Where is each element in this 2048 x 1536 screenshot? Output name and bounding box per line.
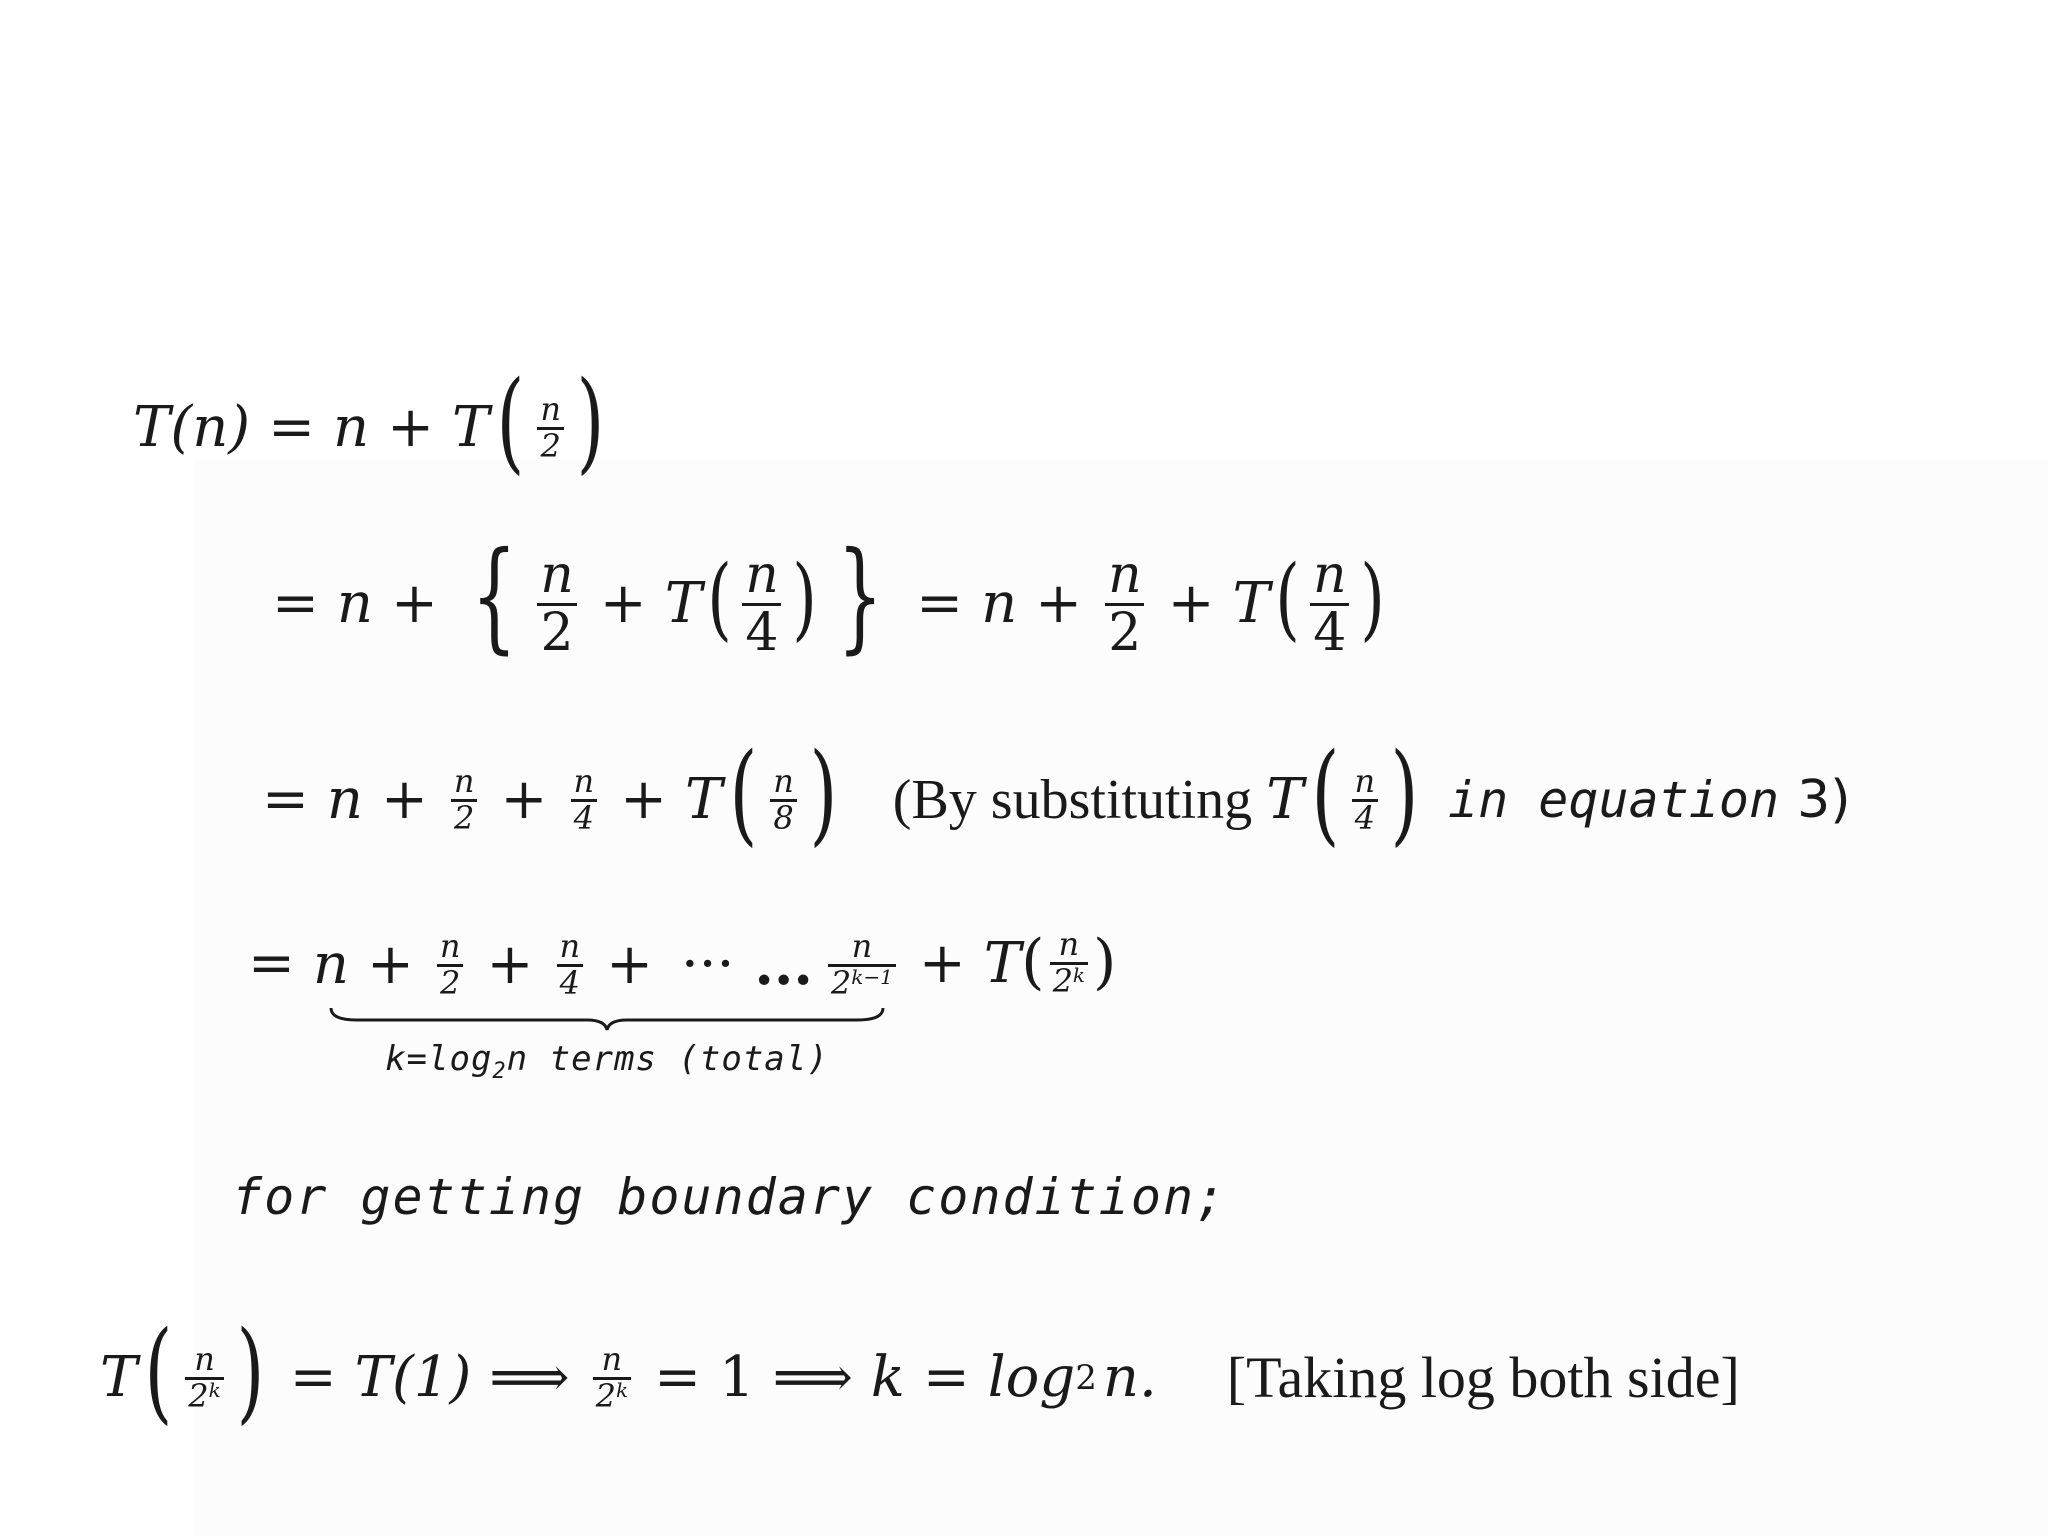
denominator: 2 <box>1105 603 1144 661</box>
equals-sign: = <box>272 571 319 637</box>
var-n-period: n. <box>1102 1345 1157 1410</box>
equals-sign: = <box>654 1345 701 1410</box>
denominator-base: 2 <box>188 1376 209 1415</box>
plus-sign: + <box>381 767 428 832</box>
plus-sign: + <box>918 931 966 996</box>
numerator: n <box>773 761 794 800</box>
numerator: n <box>573 761 595 800</box>
plus-sign: + <box>1167 571 1215 637</box>
plus-sign: + <box>391 571 438 637</box>
numerator: n <box>601 1339 623 1378</box>
denominator-exponent: k <box>208 1377 221 1402</box>
right-brace: } <box>837 527 883 667</box>
equals-sign: = <box>268 395 316 460</box>
t-of-one: T(1) <box>354 1345 472 1410</box>
numerator: n <box>540 389 561 428</box>
left-paren: ( <box>729 729 758 857</box>
numerator: n <box>1313 545 1347 605</box>
t-func: T <box>1232 571 1270 637</box>
right-paren: ) <box>1093 927 1117 997</box>
fraction-n-over-2 <box>451 761 478 837</box>
implies-arrow: ⟹ <box>489 1345 570 1410</box>
denominator: 4 <box>1352 799 1378 836</box>
left-paren: ( <box>496 357 525 485</box>
equals-sign: = <box>916 571 964 637</box>
denominator: 4 <box>557 964 583 1001</box>
underbrace-label <box>385 1039 829 1084</box>
denominator: 4 <box>742 603 781 661</box>
log-func: log <box>987 1345 1076 1410</box>
fraction-n-over-2-pow-k-minus-1 <box>828 927 896 1002</box>
underbrace <box>327 1006 887 1032</box>
left-paren: ( <box>1021 927 1045 997</box>
plus-sign: + <box>486 932 534 998</box>
plus-sign: + <box>620 767 667 832</box>
numerator: n <box>1108 545 1142 605</box>
denominator: 4 <box>571 799 597 836</box>
term-n: n <box>333 395 370 460</box>
plus-sign: + <box>367 932 414 998</box>
denominator: 2 <box>537 427 563 464</box>
note-equation-number: 3) <box>1797 770 1851 830</box>
denominator-base: 2 <box>830 963 852 1002</box>
denominator-exponent: k <box>1072 962 1086 987</box>
denominator-base: 2 <box>595 1376 616 1415</box>
plus-sign: + <box>606 932 653 998</box>
denominator-exponent: k−1 <box>851 964 893 989</box>
right-paren: ) <box>1390 729 1419 857</box>
denominator <box>828 964 896 1001</box>
numerator: n <box>1058 925 1080 963</box>
note-text: (By substituting <box>892 769 1253 831</box>
fraction-n-over-4 <box>1351 761 1378 837</box>
fraction-n-over-2-pow-k <box>1050 925 1088 1000</box>
denominator: 2 <box>451 799 477 836</box>
fraction-n-over-4 <box>1310 545 1350 663</box>
equation-line-4 <box>248 925 1117 1084</box>
right-paren: ) <box>809 729 838 857</box>
t-func: T <box>100 1345 138 1410</box>
numerator: n <box>439 927 461 965</box>
taking-log-note: [Taking log both side] <box>1226 1345 1740 1410</box>
underbraced-series <box>312 927 901 1084</box>
right-paren: ) <box>791 546 817 652</box>
label-pre: k=log <box>385 1039 493 1080</box>
log-base: 2 <box>1075 1358 1097 1398</box>
caption-text: for getting boundary condition; <box>232 1168 1228 1226</box>
denominator <box>1050 962 1088 999</box>
left-brace: { <box>471 527 518 667</box>
value-one: 1 <box>718 1345 755 1410</box>
equation-line-2 <box>272 527 1390 667</box>
plus-sign: + <box>500 767 548 832</box>
t-func: T <box>452 395 490 460</box>
t-func: T <box>664 571 703 637</box>
fraction-n-over-8 <box>770 761 797 837</box>
numerator: n <box>1354 761 1376 800</box>
fraction-n-over-2-pow-k <box>185 1339 223 1415</box>
equals-sign: = <box>289 1345 337 1410</box>
left-paren: ( <box>1311 729 1339 857</box>
left-paren: ( <box>1275 546 1300 652</box>
denominator: 8 <box>770 799 796 836</box>
numerator: n <box>540 545 574 605</box>
ellipsis-low: ... <box>754 932 813 999</box>
left-paren: ( <box>144 1307 173 1435</box>
lhs-tn: T(n) <box>133 395 251 460</box>
note-tail: in equation <box>1448 771 1780 829</box>
right-paren: ) <box>236 1307 265 1435</box>
denominator-exponent: k <box>615 1377 629 1402</box>
equation-line-3 <box>262 729 1851 857</box>
numerator: n <box>453 761 475 800</box>
right-paren: ) <box>1359 546 1385 652</box>
fraction-n-over-2-pow-k <box>593 1339 631 1415</box>
label-post: n terms (total) <box>506 1039 829 1080</box>
term-n: n <box>336 571 373 637</box>
boundary-condition-caption <box>232 1168 1228 1226</box>
fraction-n-over-4 <box>570 761 597 837</box>
fraction-n-over-2 <box>537 545 577 663</box>
equation-line-6 <box>100 1307 1740 1435</box>
denominator-base: 2 <box>1052 961 1073 1000</box>
numerator: n <box>745 545 779 605</box>
t-func: T <box>684 767 723 832</box>
plus-sign: + <box>387 395 435 460</box>
var-k: k <box>870 1345 905 1410</box>
term-n: n <box>326 767 363 832</box>
fraction-n-over-2 <box>1105 545 1145 663</box>
series-terms <box>312 927 901 1002</box>
denominator: 4 <box>1310 603 1349 661</box>
plus-sign: + <box>1035 571 1083 637</box>
equals-sign: = <box>922 1345 970 1410</box>
implies-arrow: ⟹ <box>772 1345 853 1410</box>
fraction-n-over-4 <box>556 927 583 1002</box>
numerator: n <box>559 927 581 965</box>
equation-line-1 <box>133 357 612 485</box>
equals-sign: = <box>248 931 295 996</box>
equals-sign: = <box>262 767 309 832</box>
plus-sign: + <box>599 571 647 637</box>
numerator: n <box>851 927 873 965</box>
right-paren: ) <box>576 357 605 485</box>
fraction-n-over-4 <box>742 545 782 663</box>
ellipsis-centered: ··· <box>680 932 735 998</box>
term-n: n <box>981 571 1018 637</box>
t-func: T <box>983 931 1022 996</box>
denominator: 2 <box>537 603 576 661</box>
substitution-note <box>892 769 1253 831</box>
label-subscript: 2 <box>492 1058 507 1084</box>
denominator <box>185 1377 223 1414</box>
denominator: 2 <box>437 964 463 1001</box>
denominator <box>593 1377 631 1414</box>
fraction-n-over-2 <box>537 389 564 465</box>
numerator: n <box>194 1339 215 1378</box>
term-n: n <box>312 932 349 998</box>
note-t-func: T <box>1266 767 1304 832</box>
left-paren: ( <box>707 546 732 652</box>
fraction-n-over-2 <box>437 927 464 1002</box>
